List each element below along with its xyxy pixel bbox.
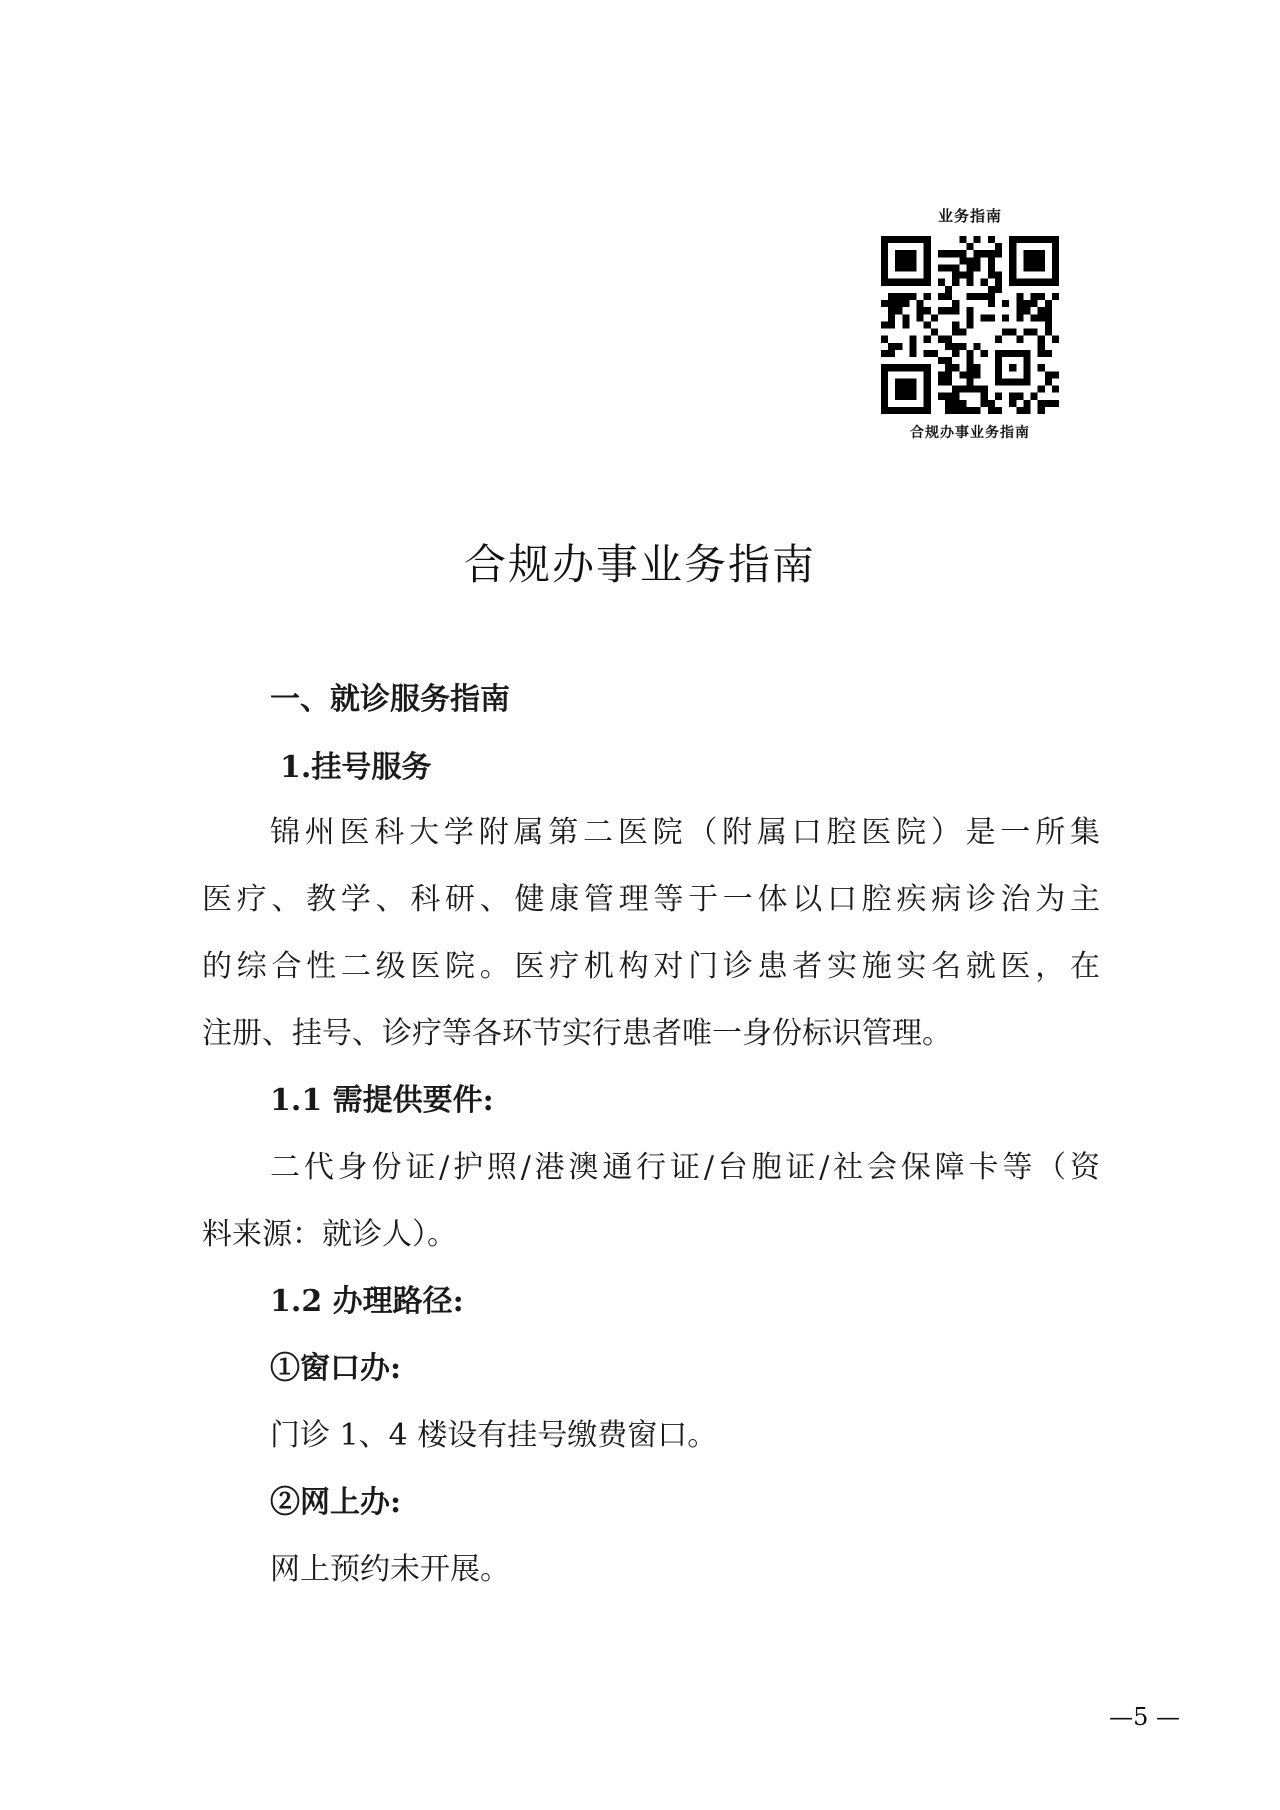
sub-heading-registration: 1.挂号服务 (280, 750, 432, 785)
online-text: 网上预约未开展。 (270, 1552, 510, 1587)
paragraph-line: 的综合性二级医院。医疗机构对门诊患者实施实名就医，在 (202, 949, 1100, 984)
item-1-2-heading: 1.2 办理路径: (270, 1284, 464, 1319)
document-title: 合规办事业务指南 (463, 540, 816, 589)
qr-caption-top: 业务指南 (937, 207, 1002, 225)
window-heading: ①窗口办: (270, 1351, 402, 1386)
qr-code-image[interactable] (881, 236, 1059, 414)
item-1-1-line: 料来源：就诊人）。 (202, 1217, 457, 1252)
section-heading: 一、就诊服务指南 (270, 682, 510, 717)
paragraph-line: 注册、挂号、诊疗等各环节实行患者唯一身份标识管理。 (202, 1016, 952, 1051)
item-1-1-line: 二代身份证/护照/港澳通行证/台胞证/社会保障卡等（资 (270, 1150, 1100, 1185)
online-heading: ②网上办: (270, 1485, 402, 1520)
qr-code-block (870, 205, 1070, 442)
paragraph-line: 医疗、教学、科研、健康管理等于一体以口腔疾病诊治为主 (202, 882, 1100, 917)
window-text: 门诊 1、4 楼设有挂号缴费窗口。 (270, 1418, 718, 1453)
page-number: —5 — (1109, 1703, 1180, 1731)
qr-caption-bottom: 合规办事业务指南 (910, 425, 1030, 441)
item-1-1-heading: 1.1 需提供要件: (270, 1083, 494, 1118)
paragraph-line: 锦州医科大学附属第二医院（附属口腔医院）是一所集 (270, 815, 1100, 850)
